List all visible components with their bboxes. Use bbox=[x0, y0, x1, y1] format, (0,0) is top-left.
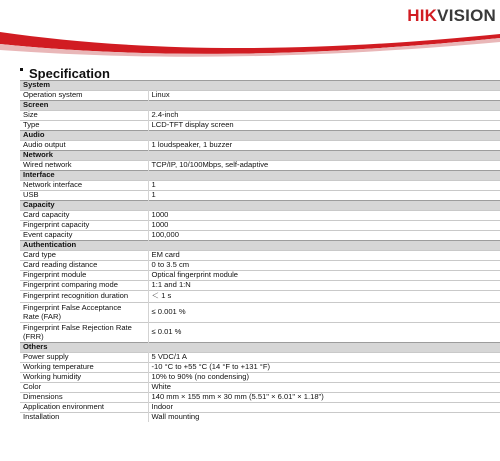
spec-value: 1:1 and 1:N bbox=[148, 281, 500, 291]
spec-row bbox=[20, 373, 500, 383]
section-title: Others bbox=[20, 343, 500, 353]
spec-label: Fingerprint comparing mode bbox=[20, 281, 148, 291]
page-title: Specification bbox=[20, 66, 110, 81]
spec-value: TCP/IP, 10/100Mbps, self-adaptive bbox=[148, 161, 500, 171]
spec-label: Power supply bbox=[20, 353, 148, 363]
spec-label bbox=[20, 303, 148, 323]
red-swoosh-banner bbox=[0, 22, 500, 62]
spec-value: Wall mounting bbox=[148, 413, 500, 423]
spec-label: Card type bbox=[20, 251, 148, 261]
spec-value: 5 VDC/1 A bbox=[148, 353, 500, 363]
spec-value: -10 °C to +55 °C (14 °F to +131 °F) bbox=[148, 363, 500, 373]
spec-label: Card reading distance bbox=[20, 261, 148, 271]
spec-row bbox=[20, 383, 500, 393]
spec-label: USB bbox=[20, 191, 148, 201]
spec-row bbox=[20, 323, 500, 343]
spec-value: ＜ 1 s bbox=[148, 291, 500, 303]
spec-value: 1000 bbox=[148, 221, 500, 231]
spec-row bbox=[20, 251, 500, 261]
spec-value: 1 bbox=[148, 191, 500, 201]
spec-value: EM card bbox=[148, 251, 500, 261]
spec-value: 0 to 3.5 cm bbox=[148, 261, 500, 271]
spec-value: 2.4-inch bbox=[148, 111, 500, 121]
spec-value: 140 mm × 155 mm × 30 mm (5.51" × 6.01" × 1.18") bbox=[148, 393, 500, 403]
section-header bbox=[20, 343, 500, 353]
spec-label: Card capacity bbox=[20, 211, 148, 221]
spec-label: Type bbox=[20, 121, 148, 131]
section-header bbox=[20, 151, 500, 161]
section-title: Network bbox=[20, 151, 500, 161]
spec-value: Linux bbox=[148, 91, 500, 101]
spec-row bbox=[20, 121, 500, 131]
spec-label: Working humidity bbox=[20, 373, 148, 383]
spec-row bbox=[20, 231, 500, 241]
spec-label-line: (FRR) bbox=[23, 331, 44, 341]
section-title: System bbox=[20, 81, 500, 91]
hikvision-logo: HIKVISION bbox=[407, 6, 496, 25]
section-header bbox=[20, 201, 500, 211]
spec-table bbox=[20, 80, 500, 422]
spec-row bbox=[20, 303, 500, 323]
spec-value: White bbox=[148, 383, 500, 393]
spec-value: 1 bbox=[148, 181, 500, 191]
spec-label: Fingerprint module bbox=[20, 271, 148, 281]
spec-value: ≤ 0.01 % bbox=[148, 323, 500, 343]
spec-row bbox=[20, 353, 500, 363]
spec-row bbox=[20, 91, 500, 101]
spec-label: Fingerprint recognition duration bbox=[20, 291, 148, 303]
spec-label: Installation bbox=[20, 413, 148, 423]
spec-row bbox=[20, 271, 500, 281]
section-title: Authentication bbox=[20, 241, 500, 251]
spec-value: 1 loudspeaker, 1 buzzer bbox=[148, 141, 500, 151]
spec-row bbox=[20, 291, 500, 303]
bullet-icon bbox=[20, 68, 23, 71]
spec-label: Wired network bbox=[20, 161, 148, 171]
spec-row bbox=[20, 191, 500, 201]
spec-label: Operation system bbox=[20, 91, 148, 101]
section-header bbox=[20, 101, 500, 111]
spec-label: Dimensions bbox=[20, 393, 148, 403]
spec-value: Optical fingerprint module bbox=[148, 271, 500, 281]
spec-row bbox=[20, 363, 500, 373]
spec-label: Size bbox=[20, 111, 148, 121]
spec-row bbox=[20, 281, 500, 291]
spec-label-line: Fingerprint False Acceptance bbox=[23, 302, 122, 312]
spec-label: Audio output bbox=[20, 141, 148, 151]
spec-value: 10% to 90% (no condensing) bbox=[148, 373, 500, 383]
section-header bbox=[20, 81, 500, 91]
spec-row bbox=[20, 111, 500, 121]
spec-row bbox=[20, 413, 500, 423]
section-title: Audio bbox=[20, 131, 500, 141]
spec-label bbox=[20, 323, 148, 343]
spec-label: Fingerprint capacity bbox=[20, 221, 148, 231]
section-header bbox=[20, 241, 500, 251]
spec-label: Working temperature bbox=[20, 363, 148, 373]
spec-row bbox=[20, 221, 500, 231]
spec-row bbox=[20, 261, 500, 271]
spec-label: Network interface bbox=[20, 181, 148, 191]
spec-value: Indoor bbox=[148, 403, 500, 413]
spec-label-line: Rate (FAR) bbox=[23, 311, 61, 321]
section-title: Capacity bbox=[20, 201, 500, 211]
spec-row bbox=[20, 181, 500, 191]
spec-label-line: Fingerprint False Rejection Rate bbox=[23, 322, 132, 332]
spec-value: 100,000 bbox=[148, 231, 500, 241]
spec-row bbox=[20, 141, 500, 151]
spec-row bbox=[20, 161, 500, 171]
spec-row bbox=[20, 403, 500, 413]
spec-value: 1000 bbox=[148, 211, 500, 221]
section-title: Interface bbox=[20, 171, 500, 181]
spec-row bbox=[20, 211, 500, 221]
spec-row bbox=[20, 393, 500, 403]
spec-label: Color bbox=[20, 383, 148, 393]
spec-label: Application environment bbox=[20, 403, 148, 413]
spec-value: ≤ 0.001 % bbox=[148, 303, 500, 323]
spec-label: Event capacity bbox=[20, 231, 148, 241]
section-header bbox=[20, 131, 500, 141]
section-header bbox=[20, 171, 500, 181]
section-title: Screen bbox=[20, 101, 500, 111]
spec-value: LCD-TFT display screen bbox=[148, 121, 500, 131]
